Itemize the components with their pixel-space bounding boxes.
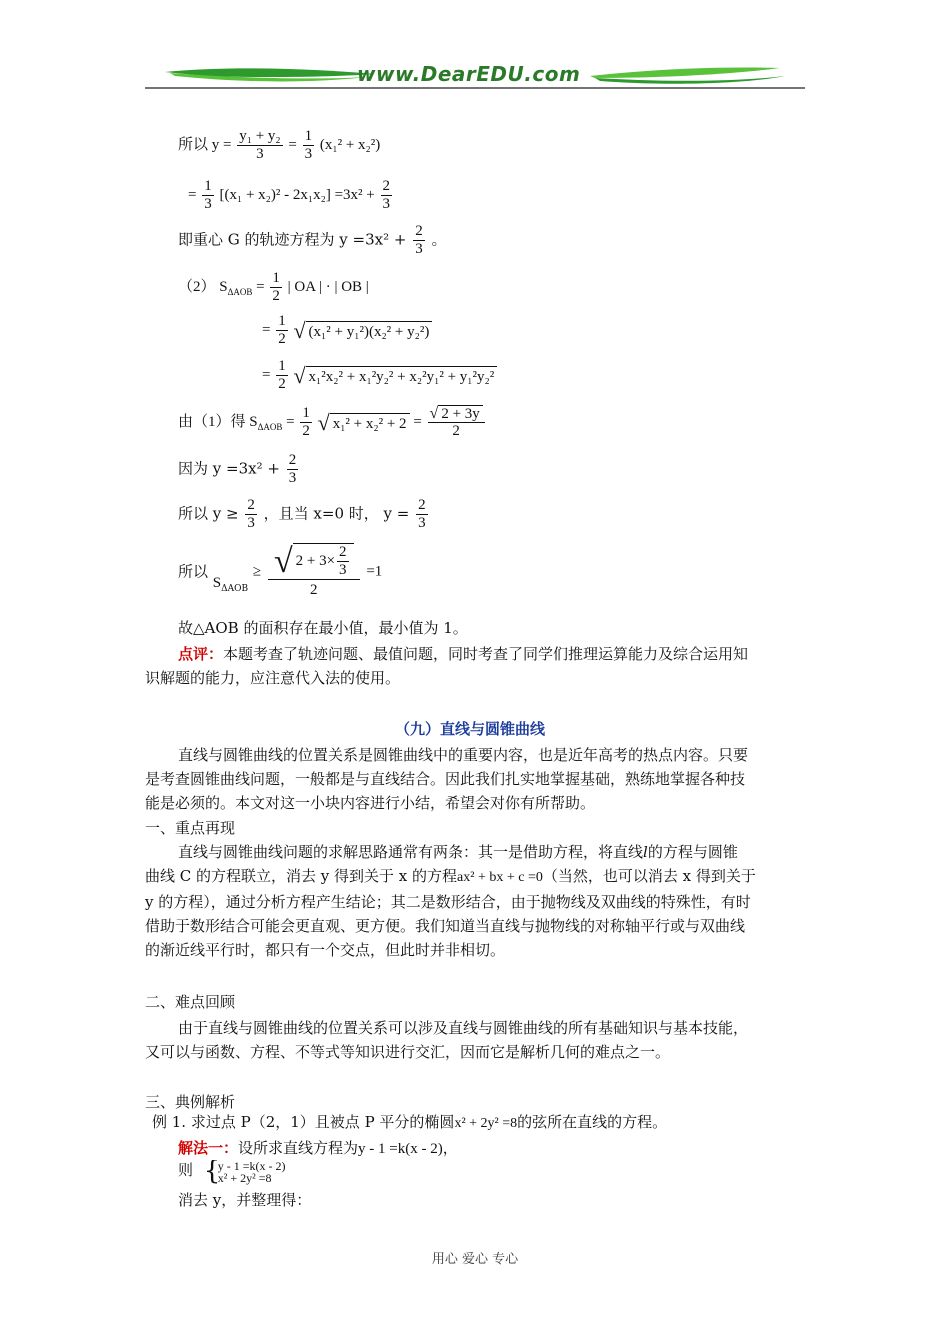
solution-label: 解法一： xyxy=(178,1139,239,1157)
key-points-paragraph: 直线与圆锥曲线问题的求解思路通常有两条：其一是借助方程，将直线l的方程与圆锥 曲线 C 的方程联立，消去 y 得到关于 x 的方程ax² + bx + c =0（当然，也可以消去 x 得到关于 y 的方程），通过分析方程产生结论；其二是数形结合，由于抛物线及双曲线的特殊性，有时 借助于数形结合可能会更直观、更方便。我们知道当直线与抛物线的对称轴平行或与双曲线 的渐近线平行时，都只有一个交点，但此时并非相切。 xyxy=(145,843,756,959)
solution-line: 解法一：设所求直线方程为y - 1 =k(x - 2)， xyxy=(178,1139,458,1157)
heading-examples: 三、典例解析 xyxy=(145,1093,236,1111)
difficulties-paragraph: 由于直线与圆锥曲线的位置关系可以涉及直线与圆锥曲线的所有基础知识与基本技能， 又可以与函数、方程、不等式等知识进行交汇，因而它是解析几何的难点之一。 xyxy=(145,1019,749,1061)
heading-key-points: 一、重点再现 xyxy=(145,819,236,837)
eq-line-9: 所以 y ≥ $\frac{2}{3}$ ，且当 x=0 时， y = $\frac{2}{3}$ xyxy=(178,497,426,531)
eq-line-10: 所以 $S_{\Delta AOB}$ ≥ √ 2 + 3× $\frac{2}{3}$ 2 =1 xyxy=(178,543,383,598)
conclusion: 故△AOB 的面积存在最小值，最小值为 1。 xyxy=(178,619,468,637)
logo-text: www.DearEDU.com xyxy=(357,62,581,86)
comment-label: 点评： xyxy=(178,645,224,663)
elimination-line: 消去 y，并整理得： xyxy=(178,1191,312,1209)
eq-line-2: = $\frac{1}{3}$ [(x₁ + x₂)² - 2x₁x₂] =3x² + $\frac{2}{3}$ xyxy=(188,178,390,212)
footer-text: 用心 爱心 专心 xyxy=(431,1252,519,1267)
comment-paragraph: 点评：本题考查了轨迹问题、最值问题，同时考查了同学们推理运算能力及综合运用知 识解题的能力，应注意代入法的使用。 xyxy=(145,645,749,687)
eq-line-1: 所以 y = $\frac{\text{y₁ + y₂}}{3}$ = $\frac{1}{3}$ (x₁² + x₂²) xyxy=(178,128,381,162)
eq-line-8: 因为 y =3x² + $\frac{2}{3}$ xyxy=(178,452,297,486)
intro-paragraph: 直线与圆锥曲线的位置关系是圆锥曲线中的重要内容，也是近年高考的热点内容。只要 是考查圆锥曲线问题，一般都是与直线结合。因此我们扎实地掌握基础，熟练地掌握各种技 能是必须的。本文对这一小块内容进行小结，希望会对你有所帮助。 xyxy=(145,746,749,812)
eq-line-4: （2） $S_{\Delta AOB}$ = $\frac{1}{2}$ | OA | · | OB | xyxy=(178,270,369,304)
eq-line-6: = $\frac{1}{2}$ √ x₁²x₂² + x₁²y₂² + x₂²y₁² + y₁²y₂² xyxy=(262,358,497,393)
section-title: （九）直线与圆锥曲线 xyxy=(395,720,546,738)
eq-line-3: 即重心 G 的轨迹方程为 y =3x² + $\frac{2}{3}$ 。 xyxy=(178,223,447,257)
eq-line-7: 由（1）得 $S_{\Delta AOB}$ = $\frac{1}{2}$ √ x₁² + x₂² + 2 = √ 2 + 3y 2 xyxy=(178,405,487,440)
eq-line-5: = $\frac{1}{2}$ √ (x₁² + y₁²)(x₂² + y₂²) xyxy=(262,313,432,348)
heading-difficulties: 二、难点回顾 xyxy=(145,993,236,1011)
example-1: 例 1. 求过点 P（2，1）且被点 P 平分的椭圆x² + 2y² =8的弦所在直线的方程。 xyxy=(152,1113,668,1131)
header-logo xyxy=(145,60,805,92)
equation-system: 则 { y - 1 =k(x - 2) x² + 2y² =8 xyxy=(178,1160,286,1186)
